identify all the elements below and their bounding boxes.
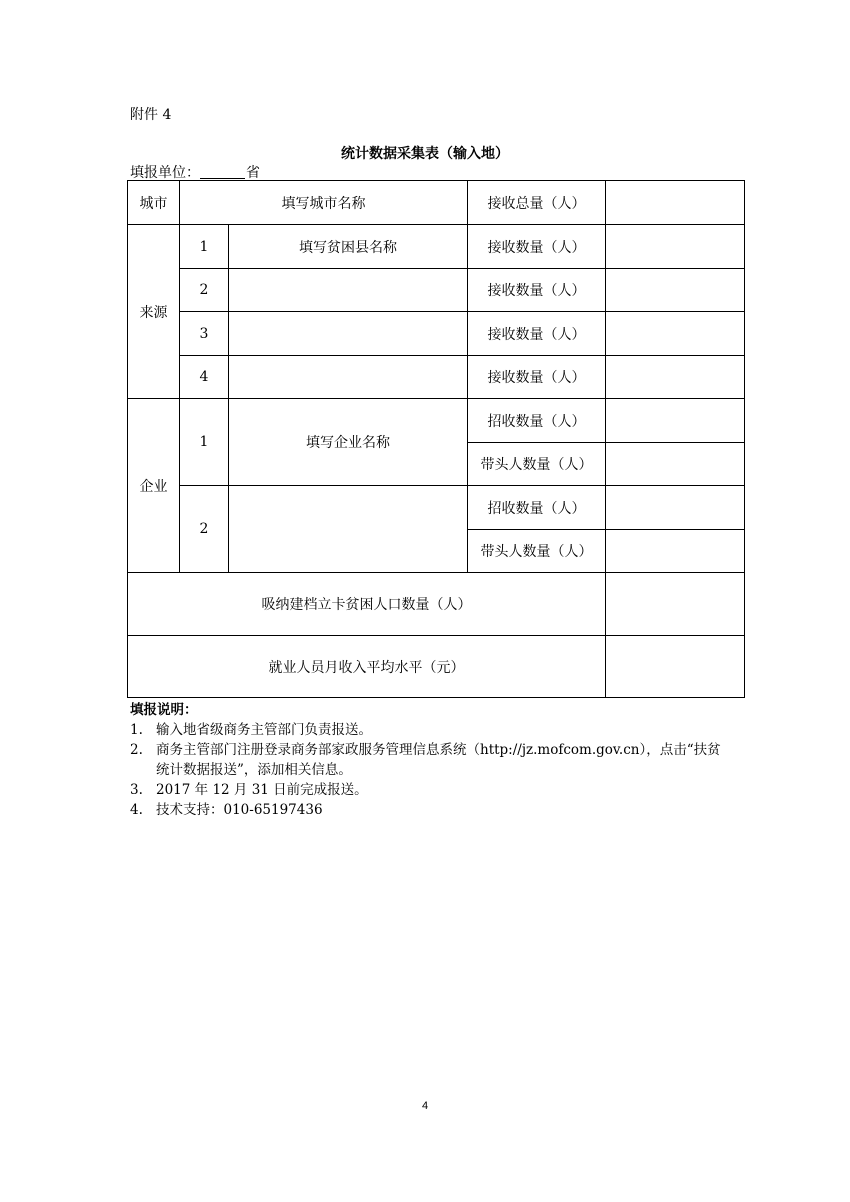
instruction-text: 商务主管部门注册登录商务部家政服务管理信息系统（http://jz.mofcom.gov.cn），点击“扶贫统计数据报送”，添加相关信息。 — [156, 742, 721, 778]
instruction-text: 技术支持：010-65197436 — [156, 802, 323, 818]
table-row — [128, 573, 745, 636]
table-row — [128, 312, 745, 356]
receive-count-label: 接收数量（人） — [468, 269, 606, 312]
enterprise-name-cell[interactable]: 填写企业名称 — [229, 399, 468, 486]
source-row-number: 1 — [180, 225, 229, 269]
receive-count-value[interactable] — [606, 356, 745, 399]
instruction-text: 2017 年 12 月 31 日前完成报送。 — [156, 782, 368, 798]
leader-count-label: 带头人数量（人） — [468, 443, 606, 486]
instruction-item — [130, 720, 730, 740]
receive-count-value[interactable] — [606, 269, 745, 312]
recruit-count-label: 招收数量（人） — [468, 486, 606, 530]
instruction-number: 1. — [130, 722, 143, 738]
table-row — [128, 399, 745, 443]
enterprise-row-number: 1 — [180, 399, 229, 486]
attachment-label: 附件 4 — [130, 107, 172, 123]
receive-count-label: 接收数量（人） — [468, 356, 606, 399]
table-row — [128, 181, 745, 225]
page-number: 4 — [421, 1100, 429, 1112]
recruit-count-value[interactable] — [606, 486, 745, 530]
instruction-number: 4. — [130, 802, 143, 818]
source-row-number: 4 — [180, 356, 229, 399]
county-name-cell[interactable] — [229, 356, 468, 399]
source-row-number: 2 — [180, 269, 229, 312]
reporting-unit-label: 填报单位： — [130, 165, 200, 181]
receive-count-label: 接收数量（人） — [468, 225, 606, 269]
receive-count-value[interactable] — [606, 312, 745, 356]
poverty-population-label: 吸纳建档立卡贫困人口数量（人） — [128, 573, 606, 636]
instruction-item — [130, 780, 730, 800]
instruction-text: 输入地省级商务主管部门负责报送。 — [156, 722, 372, 738]
instructions-title: 填报说明： — [130, 702, 198, 718]
enterprise-header: 企业 — [128, 399, 180, 573]
leader-count-label: 带头人数量（人） — [468, 530, 606, 573]
table-row — [128, 636, 745, 698]
receive-count-label: 接收数量（人） — [468, 312, 606, 356]
enterprise-row-number: 2 — [180, 486, 229, 573]
recruit-count-value[interactable] — [606, 399, 745, 443]
source-row-number: 3 — [180, 312, 229, 356]
avg-income-label: 就业人员月收入平均水平（元） — [128, 636, 606, 698]
instruction-number: 3. — [130, 782, 143, 798]
source-header: 来源 — [128, 225, 180, 399]
leader-count-value[interactable] — [606, 443, 745, 486]
total-received-value[interactable] — [606, 181, 745, 225]
instruction-item — [130, 740, 730, 780]
table-row — [128, 356, 745, 399]
page-title: 统计数据采集表（输入地） — [341, 146, 509, 162]
filling-instructions — [130, 700, 730, 820]
recruit-count-label: 招收数量（人） — [468, 399, 606, 443]
total-received-label: 接收总量（人） — [468, 181, 606, 225]
province-blank-field[interactable] — [200, 164, 245, 179]
receive-count-value[interactable] — [606, 225, 745, 269]
reporting-unit — [130, 162, 260, 182]
avg-income-value[interactable] — [606, 636, 745, 698]
county-name-cell[interactable] — [229, 269, 468, 312]
city-name-cell[interactable]: 填写城市名称 — [180, 181, 468, 225]
table-row — [128, 225, 745, 269]
table-row — [128, 269, 745, 312]
instruction-item — [130, 800, 730, 820]
city-header: 城市 — [128, 181, 180, 225]
reporting-unit-suffix: 省 — [246, 165, 260, 181]
instruction-number: 2. — [130, 742, 143, 758]
leader-count-value[interactable] — [606, 530, 745, 573]
county-name-cell[interactable]: 填写贫困县名称 — [229, 225, 468, 269]
poverty-population-value[interactable] — [606, 573, 745, 636]
table-row — [128, 486, 745, 530]
county-name-cell[interactable] — [229, 312, 468, 356]
statistics-form-table — [127, 180, 745, 698]
enterprise-name-cell[interactable] — [229, 486, 468, 573]
